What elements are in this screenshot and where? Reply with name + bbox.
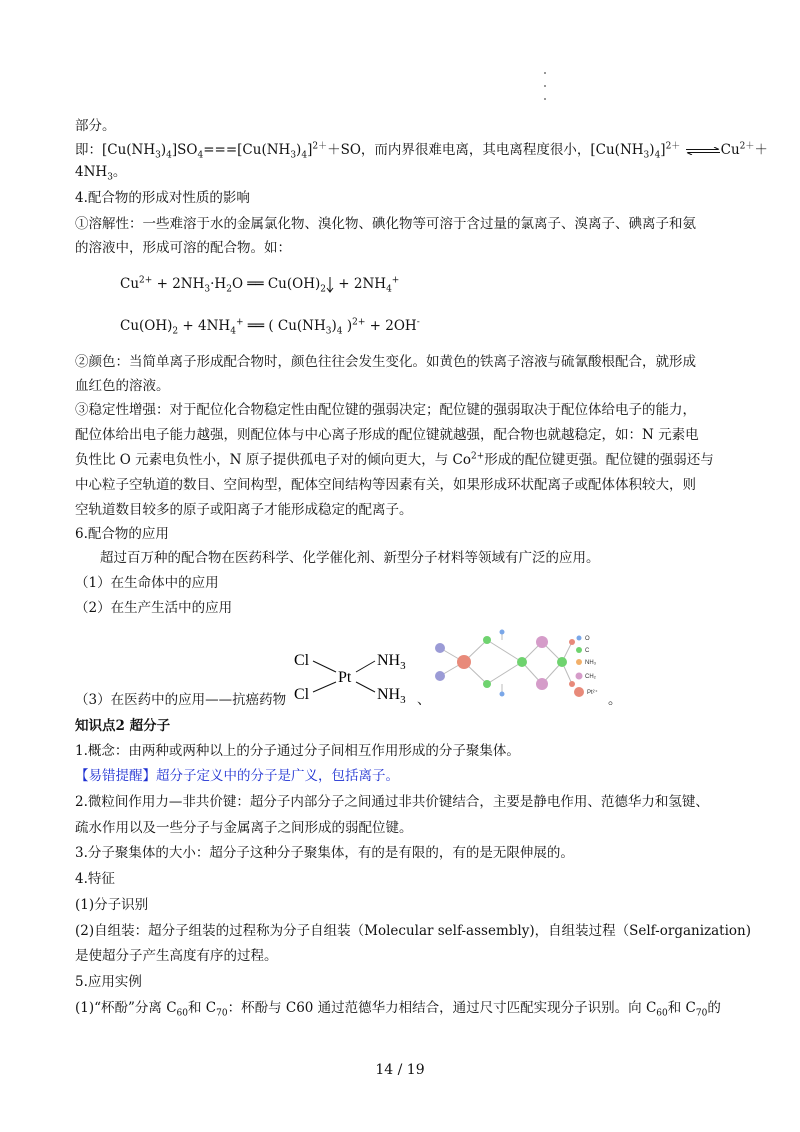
text-line: 1.概念：由两种或两种以上的分子通过分子间相互作用形成的分子聚集体。 [75, 743, 520, 759]
text-line: 部分。 [75, 118, 116, 134]
text-line: ③稳定性增强：对于配位化合物稳定性由配位键的强弱决定；配位键的强弱取决于配位体给电子的能力， [75, 402, 696, 418]
precipitate-arrow-icon [326, 277, 334, 293]
page-number: 14 / 19 [375, 1062, 425, 1078]
atom [536, 678, 548, 690]
text-line: 。 [608, 692, 622, 708]
atom [500, 630, 505, 635]
atom [435, 671, 445, 681]
legend-label: C [585, 648, 590, 654]
dissociation-equation: 即：$[Cu(NH_3)_4]SO_4===[Cu(NH_3)_4]^{2+}+SO$，而内界很难电离，其电离程度很小，$[Cu(NH_3)_4]^{2+}$ $Cu^{2+}+$ [75, 141, 768, 161]
equation-1: $Cu^{2+} + 2NH_3\cdot H_2O$ ══ $Cu(OH)_2 + 2NH_4^+$ [120, 275, 400, 295]
chlorine-label: Cl [294, 652, 310, 669]
platinum-label: Pt [338, 669, 352, 686]
section-heading: 6.配合物的应用 [75, 526, 169, 542]
text-line: 超过百万种的配合物在医药科学、化学催化剂、新型分子材料等领域有广泛的应用。 [100, 550, 600, 566]
atom [483, 636, 491, 644]
text-line: 中心粒子空轨道的数目、空间构型，配体空间结构等因素有关，如果形成环状配离子或配体体积较大，则 [75, 477, 696, 493]
equilibrium-arrow-icon [685, 147, 721, 155]
legend-label: Pt²⁺ [587, 690, 598, 696]
knowledge-point-heading: 知识点2 超分子 [75, 718, 171, 734]
atom [569, 681, 575, 687]
margin-dots [542, 72, 548, 111]
text-line: (1)“杯酚”分离 $C_{60}$和 $C_{70}$：杯酚与 C60 通过范德华力相结合，通过尺寸匹配实现分子识别。向 $C_{60}$和 $C_{70}$的 [75, 1000, 721, 1019]
text-line: 是使超分子产生高度有序的过程。 [75, 948, 278, 964]
text-line: 空轨道数目较多的原子或阳离子才能形成稳定的配离子。 [75, 502, 413, 518]
bond [313, 661, 336, 672]
text-line: (1)分子识别 [75, 897, 149, 913]
text-line: （3）在医药中的应用——抗癌药物 [75, 692, 287, 708]
error-reminder-note: 【易错提醒】超分子定义中的分子是广义，包括离子。 [75, 768, 399, 784]
text-line: 配位体给出电子能力越强，则配位体与中心离子形成的配位键就越强，配合物也就越稳定，如：N 元素电 [75, 427, 699, 443]
atom [536, 636, 548, 648]
atom [457, 655, 471, 669]
atom [435, 643, 445, 653]
bond [356, 661, 375, 672]
text-line: 血红色的溶液。 [75, 378, 170, 394]
chlorine-label: Cl [294, 686, 310, 703]
text-line: 的溶液中，形成可溶的配合物。如： [75, 240, 291, 256]
atom [557, 657, 567, 667]
text-line: $4NH_3$。 [75, 164, 127, 183]
atom [483, 680, 491, 688]
atom [569, 639, 575, 645]
text-line: ②颜色：当简单离子形成配合物时，颜色往往会发生变化。如黄色的铁离子溶液与硫氰酸根配合，就形成 [75, 354, 696, 370]
text-line: ①溶解性：一些难溶于水的金属氯化物、溴化物、碘化物等可溶于含过量的氯离子、溴离子、碘离子和氨 [75, 216, 696, 232]
section-heading: 4.特征 [75, 871, 115, 887]
text-line: 、 [417, 692, 431, 708]
legend-label: O [585, 636, 590, 642]
atom [517, 657, 527, 667]
text-line: (2)自组装：超分子组装的过程称为分子自组装（Molecular self-assembly)，自组装过程（Self-organization) [75, 923, 752, 939]
section-heading: 5.应用实例 [75, 974, 142, 990]
text-line: 3.分子聚集体的大小：超分子这种分子聚集体，有的是有限的，有的是无限伸展的。 [75, 845, 574, 861]
text-line: 负性比 O 元素电负性小，N 原子提供孤电子对的倾向更大，与 $Co^{2+}$形成的配位键更强。配位键的强弱还与 [75, 451, 714, 468]
section-heading: 4.配合物的形成对性质的影响 [75, 190, 250, 206]
equation-2: $Cu(OH)_2 + 4NH_4^+$ ══ ( $Cu(NH_3)_4$ )$^{2+}$ + 2OH- [120, 317, 420, 337]
text-line: 疏水作用以及一些分子与金属离子之间形成的弱配位键。 [75, 820, 413, 836]
ammine-label: $NH_3$ [377, 686, 406, 706]
legend-label: CH₂ [585, 674, 596, 680]
text-line: （2）在生产生活中的应用 [75, 600, 233, 616]
text-line: 2.微粒间作用力—非共价键：超分子内部分子之间通过非共价键结合，主要是静电作用、范德华力和氢键、 [75, 794, 709, 810]
text-line: （1）在生命体中的应用 [75, 575, 219, 591]
ammine-label: $NH_3$ [377, 652, 406, 672]
legend-label: NH₃ [585, 660, 597, 666]
